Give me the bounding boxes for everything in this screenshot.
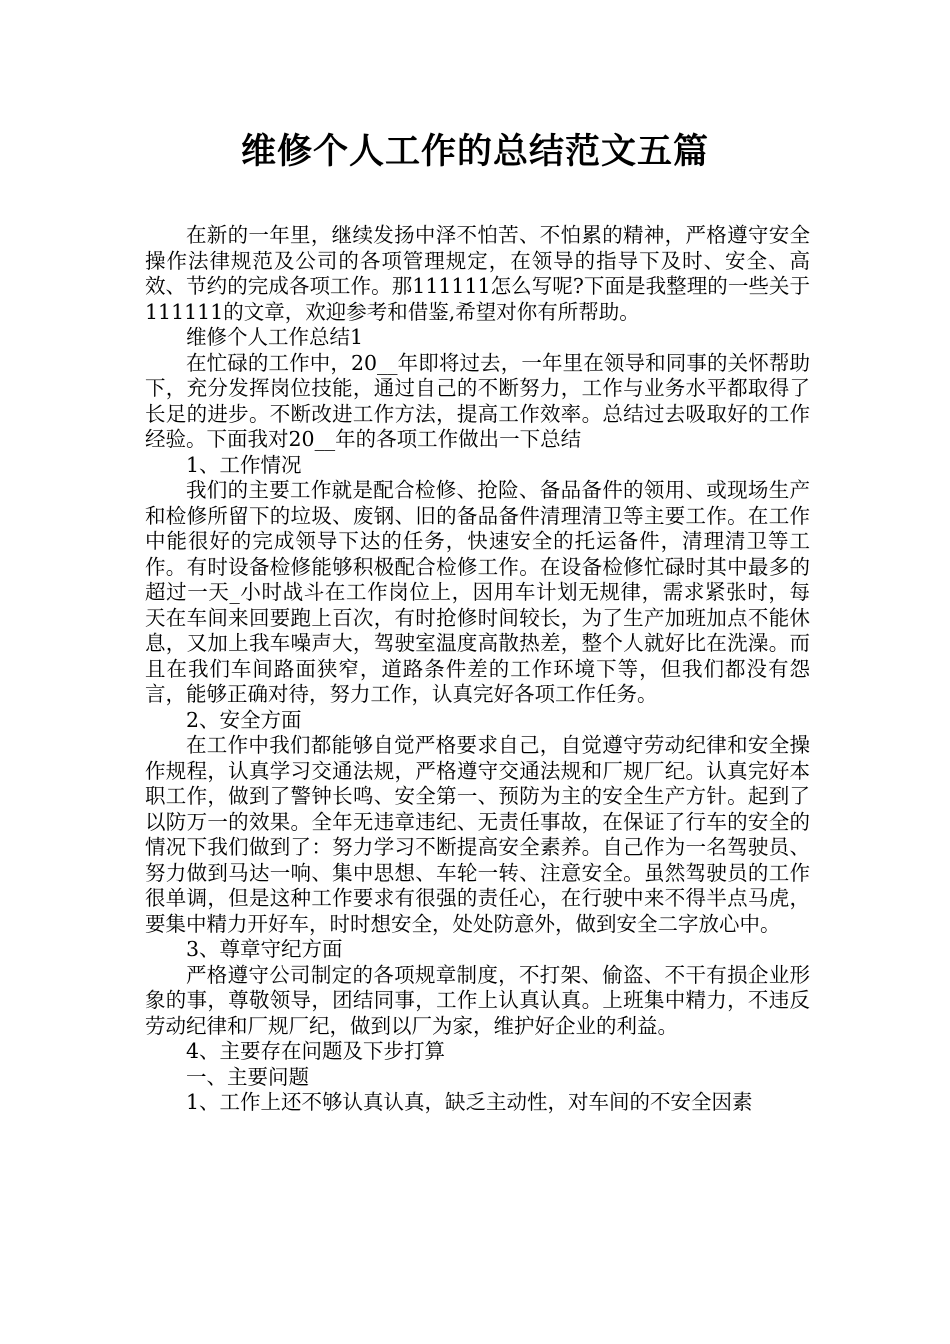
subsection-heading: 4、主要存在问题及下步打算 bbox=[186, 1039, 446, 1063]
body-paragraph: 1、工作上还不够认真认真，缺乏主动性，对车间的不安全因素 bbox=[186, 1090, 753, 1114]
body-paragraph: 在忙碌的工作中，20__年即将过去，一年里在领导和同事的关怀帮助下，充分发挥岗位技能，通过自己的不断努力，工作与业务水平都取得了长足的进步。不断改进工作方法，提高工作效率。总结过去吸取好的工作经验。下面我对20__年的各项工作做出一下总结 bbox=[145, 350, 810, 451]
document-body bbox=[145, 223, 810, 1116]
section-heading: 维修个人工作总结1 bbox=[186, 325, 364, 349]
subsection-heading: 3、尊章守纪方面 bbox=[186, 937, 343, 961]
document-title: 维修个人工作的总结范文五篇 bbox=[240, 132, 709, 172]
intro-paragraph: 在新的一年里，继续发扬中泽不怕苦、不怕累的精神，严格遵守安全操作法律规范及公司的各项管理规定，在领导的指导下及时、安全、高效、节约的完成各项工作。那111111怎么写呢?下面是我整理的一些关于111111的文章，欢迎参考和借鉴,希望对你有所帮助。 bbox=[145, 223, 810, 324]
body-paragraph: 严格遵守公司制定的各项规章制度，不打架、偷盗、不干有损企业形象的事，尊敬领导，团结同事，工作上认真认真。上班集中精力，不违反劳动纪律和厂规厂纪，做到以厂为家，维护好企业的利益。 bbox=[145, 962, 810, 1038]
body-paragraph: 我们的主要工作就是配合检修、抢险、备品备件的领用、或现场生产和检修所留下的垃圾、废钢、旧的备品备件清理清卫等主要工作。在工作中能很好的完成领导下达的任务，快速安全的托运备件，清理清卫等工作。有时设备检修能够积极配合检修工作。在设备检修忙碌时其中最多的超过一天_小时战斗在工作岗位上，因用车计划无规律，需求紧张时，每天在车间来回要跑上百次，有时抢修时间较长，为了生产加班加点不能休息，又加上我车噪声大，驾驶室温度高散热差，整个人就好比在洗澡。而且在我们车间路面狭窄，道路条件差的工作环境下等，但我们都没有怨言，能够正确对待，努力工作，认真完好各项工作任务。 bbox=[145, 478, 810, 706]
subsection-heading: 2、安全方面 bbox=[186, 707, 302, 732]
subsection-heading: 一、主要问题 bbox=[186, 1064, 309, 1089]
body-paragraph: 在工作中我们都能够自觉严格要求自己，自觉遵守劳动纪律和安全操作规程，认真学习交通法规，严格遵守交通法规和厂规厂纪。认真完好本职工作，做到了警钟长鸣、安全第一、预防为主的安全生产方针。起到了以防万一的效果。全年无违章违纪、无责任事故，在保证了行车的安全的情况下我们做到了：努力学习不断提高安全素养。自己作为一名驾驶员、努力做到马达一响、集中思想、车轮一转、注意安全。虽然驾驶员的工作很单调，但是这种工作要求有很强的责任心，在行驶中来不得半点马虎，要集中精力开好车，时时想安全，处处防意外，做到安全二字放心中。 bbox=[145, 733, 810, 936]
subsection-heading: 1、工作情况 bbox=[186, 452, 302, 477]
